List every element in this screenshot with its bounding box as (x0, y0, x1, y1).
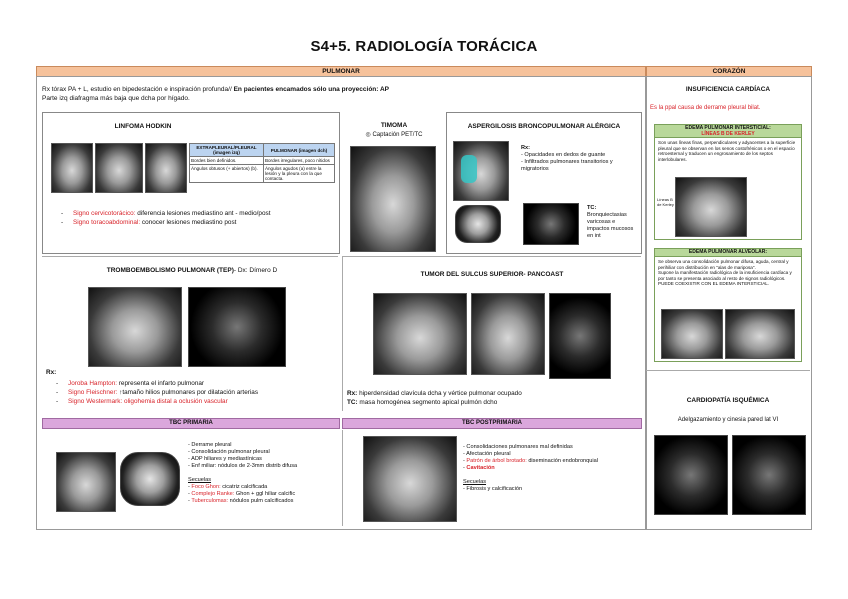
tbc-postprimaria-secuelas-label: Secuelas (463, 479, 487, 485)
linfoma-table-cell: Ángulos agudos (a) entre la lesión y la pleura con la que contacta. (263, 165, 334, 183)
tbc-primaria-item: Enf miliar: nódulos de 2-3mm distrib difusa (191, 463, 298, 469)
pancoast-tc-text: masa homogénea segmento apical pulmón dcho (357, 399, 498, 406)
linfoma-box (42, 112, 340, 254)
tbc-postprimaria-item-label: Patrón de árbol brotado: (466, 458, 527, 464)
edema-intersticial-title (655, 125, 801, 138)
aspergilosis-ct-2 (523, 203, 579, 245)
intro-line1-plain: Rx tórax PA + L, estudio en bipedestación e inspiración profunda// (42, 86, 234, 93)
tep-item-text: oligohemia distal a oclusión vascular (122, 398, 228, 405)
tbc-postprimaria-item-label: Cavitación (466, 465, 495, 471)
tep-item-label: Signo Westermark: (68, 398, 123, 405)
tep-ct (188, 287, 286, 367)
pancoast-xray-1 (373, 293, 467, 375)
pancoast-tc-label: TC: (347, 399, 358, 406)
cardiopatia-mri-1 (654, 435, 728, 515)
tbc-postprimaria-xray (363, 436, 457, 522)
aspergilosis-rx-item: Infiltrados pulmonares transitorios y migratorios (521, 159, 613, 172)
edema-alveolar-text1: Se observa una consolidación pulmonar difusa, aguda, central y perihiliar con distribución en "alas de mariposa". (658, 259, 789, 270)
pancoast-rx-label: Rx: (347, 390, 358, 397)
tbc-postprimaria-item-text: Afectación pleural (466, 451, 511, 457)
tbc-postprimaria-item-text: Consolidaciones pulmonares mal definidas (466, 444, 573, 450)
linfoma-table-cell: Bordes bien definidos. (190, 157, 264, 165)
pancoast-title: TUMOR DEL SULCUS SUPERIOR- PANCOAST (420, 271, 564, 278)
tbc-primaria-xray (56, 452, 116, 512)
aspergilosis-ct-1 (455, 205, 501, 243)
tep-title: TROMBOEMBOLISMO PULMONAR (TEP) (106, 267, 234, 274)
intro-line1-bold: En pacientes encamados sólo una proyección: AP (233, 86, 390, 93)
tep-xray (88, 287, 182, 367)
tep-list (48, 379, 338, 406)
tbc-postprimaria-list: - Consolidaciones pulmonares mal definidas - Afectación pleural - Patrón de árbol brotado: diseminación endobronquial - Cavitación Secuelas - Fibrosis y calcificación (463, 444, 633, 493)
aspergilosis-title: ASPERGILOSIS BRONCOPULMONAR ALÉRGICA (467, 123, 621, 130)
tep-item-label: Joroba Hampton: (68, 380, 118, 387)
insuficiencia-box (646, 76, 810, 366)
aspergilosis-highlight (461, 155, 477, 183)
tbc-primaria-item: ADP hiliares y mediastínicas (191, 456, 262, 462)
tbc-primaria-list: - Derrame pleural - Consolidación pulmonar pleural - ADP hiliares y mediastínicas - Enf miliar: nódulos de 2-3mm distrib difusa Secuelas - Foco Ghon: cicatriz calcificada - Complejo Ranke: Ghon + ggl hiliar calcific - Tuberculomas: nódulos pulm calcificados (188, 442, 338, 505)
linfoma-xray-3 (145, 143, 187, 193)
tep-item-text: representa el infarto pulmonar (117, 380, 205, 387)
pancoast-xray-2 (471, 293, 545, 375)
cardiopatia-text: Adelgazamiento y cinesia pared lat VI (677, 417, 779, 423)
section-header-corazon: CORAZÓN (646, 66, 812, 77)
edema-intersticial-subtitle: LÍNEAS B DE KERLEY (701, 131, 755, 137)
tbc-primaria-secuela-text: nódulos pulm calcificados (228, 498, 294, 504)
tbc-primaria-secuela-text: cicatriz calcificada (220, 484, 268, 490)
tbc-primaria-secuela-text: Ghon + ggl hiliar calcific (234, 491, 296, 497)
timoma-box (346, 112, 442, 252)
tep-title-row (42, 267, 342, 274)
linfoma-title: LINFOMA HODKIN (114, 123, 172, 130)
pancoast-box (342, 256, 641, 411)
aspergilosis-box (446, 112, 642, 254)
tbc-primaria-secuela-label: Complejo Ranke: (191, 491, 235, 497)
pancoast-text (347, 389, 637, 407)
aspergilosis-rx: Rx: - Opacidades en dedos de guante - Infiltrados pulmonares transitorios y migratorios (521, 145, 637, 173)
edema-alveolar-xray-1 (661, 309, 723, 359)
cardiopatia-mri-2 (732, 435, 806, 515)
tbc-primaria-header: TBC PRIMARIA (42, 418, 340, 429)
insuficiencia-title: INSUFICIENCIA CARDÍACA (685, 86, 771, 93)
tbc-primaria-item: Consolidación pulmonar pleural (191, 449, 270, 455)
aspergilosis-tc-label: TC: (587, 205, 597, 211)
cardiopatia-box (646, 370, 810, 529)
page-title: S4+5. RADIOLOGÍA TORÁCICA (310, 38, 538, 55)
linfoma-sign2-text: conocer lesiones mediastino post (140, 219, 237, 226)
tep-item-text: ↑tamaño hilios pulmonares por dilatación arterias (117, 389, 259, 396)
tbc-primaria-secuela-label: Tuberculomas: (191, 498, 229, 504)
aspergilosis-rx-item: Opacidades en dedos de guante (524, 152, 606, 158)
tep-box (42, 256, 338, 411)
timoma-title: TIMOMA (380, 122, 408, 129)
linfoma-table (189, 143, 335, 183)
edema-intersticial-text: Son unas líneas finas, perpendiculares y adyacentes a la superficie pleural que se observan en los senos costofrénicos o en el espacio retroesternal y traducen un engrosamiento de los septos interlobulares. (658, 140, 796, 162)
tbc-postprimaria-item-text: diseminación endobronquial (526, 458, 598, 464)
edema-alveolar-text2: Supone la manifestación radiológica de la insuficiencia cardíaca y por tanto se presenta asociado al resto de signos radiológicos. (658, 270, 792, 281)
tbc-primaria-box (42, 430, 338, 526)
insuficiencia-subtitle: Es la ppal causa de derrame pleural bilat. (650, 105, 761, 111)
timoma-caption: Captación PET/TC (372, 132, 423, 138)
edema-alveolar-text (655, 257, 801, 289)
linfoma-sign1-text: diferencia lesiones mediastino ant - medio/post (135, 210, 271, 217)
aspergilosis-rx-label: Rx: (521, 145, 531, 151)
edema-alveolar-text3: PUEDE COEXISTIR CON EL EDEMA INTERSTICIAL. (658, 281, 770, 287)
pancoast-rx-text: hiperdensidad clavícula dcha y vértice pulmonar ocupado (357, 390, 522, 397)
edema-alveolar-xray-2 (725, 309, 795, 359)
tbc-primaria-secuela-label: Foco Ghon: (191, 484, 221, 490)
edema-alveolar-title: EDEMA PULMONAR ALVEOLAR: (655, 249, 801, 257)
linfoma-table-cell: Ángulos obtusos (+ abiertos) (b). (190, 165, 264, 183)
section-header-pulmonar: PULMONAR (36, 66, 646, 77)
linfoma-table-col2: PULMONAR (imagen dch) (263, 144, 334, 157)
edema-intersticial-title-text: EDEMA PULMONAR INTERSTICIAL: (685, 125, 771, 131)
tbc-primaria-ct (120, 452, 180, 506)
tep-title-suffix: - Dx: Dímero D (233, 267, 278, 274)
tbc-primaria-item: Derrame pleural (191, 442, 232, 448)
linfoma-xray-2 (95, 143, 143, 193)
aspergilosis-tc (587, 205, 639, 240)
linfoma-table-col1: EXTRAPLEURAL/PLEURAL (imagen izq) (190, 144, 264, 157)
intro-line2: Parte izq diafragma más baja que dcha por hígado. (42, 95, 190, 102)
timoma-caption-row (346, 131, 442, 138)
cardiopatia-title: CARDIOPATÍA ISQUÉMICA (686, 397, 770, 404)
linfoma-xray-1 (51, 143, 93, 193)
intro-text (42, 85, 632, 103)
linfoma-sign2-label: Signo toracoabdominal: (73, 219, 141, 226)
tbc-postprimaria-box (342, 430, 641, 526)
aspergilosis-tc-text: Bronquiectasias varicosas e impactos mucosos en int (587, 212, 634, 239)
tbc-postprimaria-secuelas-text: Fibrosis y calcificación (466, 486, 523, 492)
tbc-postprimaria-header: TBC POSTPRIMARIA (342, 418, 642, 429)
tep-item-label: Signo Fleischner: (68, 389, 118, 396)
pancoast-ct (549, 293, 611, 379)
edema-intersticial-xray (675, 177, 747, 237)
linfoma-sign1-label: Signo cervicotorácico: (73, 210, 136, 217)
edema-alveolar-box (654, 248, 802, 362)
edema-intersticial-box (654, 124, 802, 240)
pet-icon: ◎ (365, 132, 371, 138)
tep-rx-label: Rx: (46, 369, 57, 376)
tbc-primaria-secuelas-label: Secuelas (188, 477, 212, 483)
kerley-caption: Líneas B de Kerley (657, 197, 674, 207)
linfoma-table-cell: Bordes irregulares, poco nítidos (263, 157, 334, 165)
linfoma-signs (53, 209, 338, 227)
timoma-xray (350, 146, 436, 252)
